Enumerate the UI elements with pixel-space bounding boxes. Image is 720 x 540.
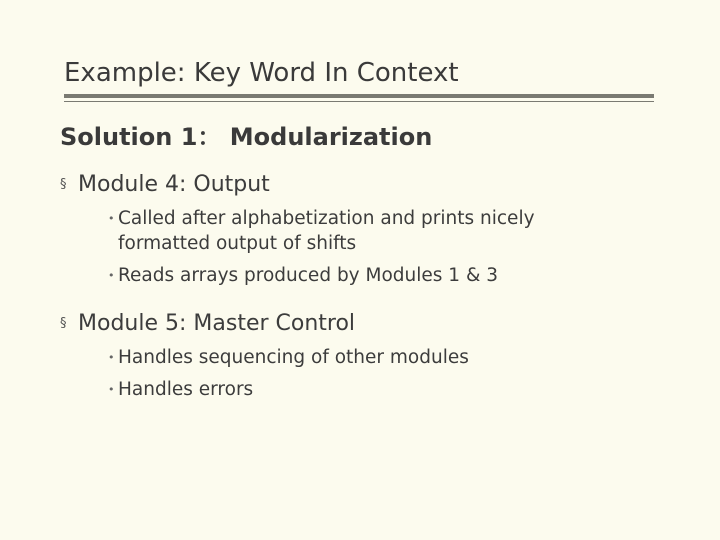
bullet-icon: •	[108, 269, 115, 282]
section-bullet-icon: §	[60, 177, 67, 192]
title-rule-thin	[64, 101, 654, 102]
section-heading: Module 4: Output	[78, 172, 270, 197]
section-bullet-icon: §	[60, 316, 67, 331]
bullet-list	[60, 345, 680, 402]
section-heading: Module 5: Master Control	[78, 311, 356, 336]
title-rule-thick	[64, 94, 654, 98]
section-module-4	[60, 170, 680, 295]
section-heading-row	[60, 170, 680, 203]
list-item-text: Called after alphabetization and prints nicely formatted output of shifts	[118, 208, 535, 254]
list-item	[108, 206, 680, 256]
list-item-text: Reads arrays produced by Modules 1 & 3	[118, 265, 499, 286]
list-item-text: Handles errors	[118, 379, 254, 400]
slide-title: Example: Key Word In Context	[64, 58, 459, 88]
list-item-text: Handles sequencing of other modules	[118, 347, 469, 368]
bullet-icon: •	[108, 383, 115, 396]
slide-subtitle: Solution 1： Modularization	[60, 123, 433, 151]
section-heading-row	[60, 309, 680, 342]
list-item	[108, 345, 680, 370]
section-module-5	[60, 309, 680, 409]
list-item	[108, 377, 680, 402]
bullet-icon: •	[108, 212, 115, 225]
list-item	[108, 263, 680, 288]
bullet-icon: •	[108, 351, 115, 364]
bullet-list	[60, 206, 680, 288]
